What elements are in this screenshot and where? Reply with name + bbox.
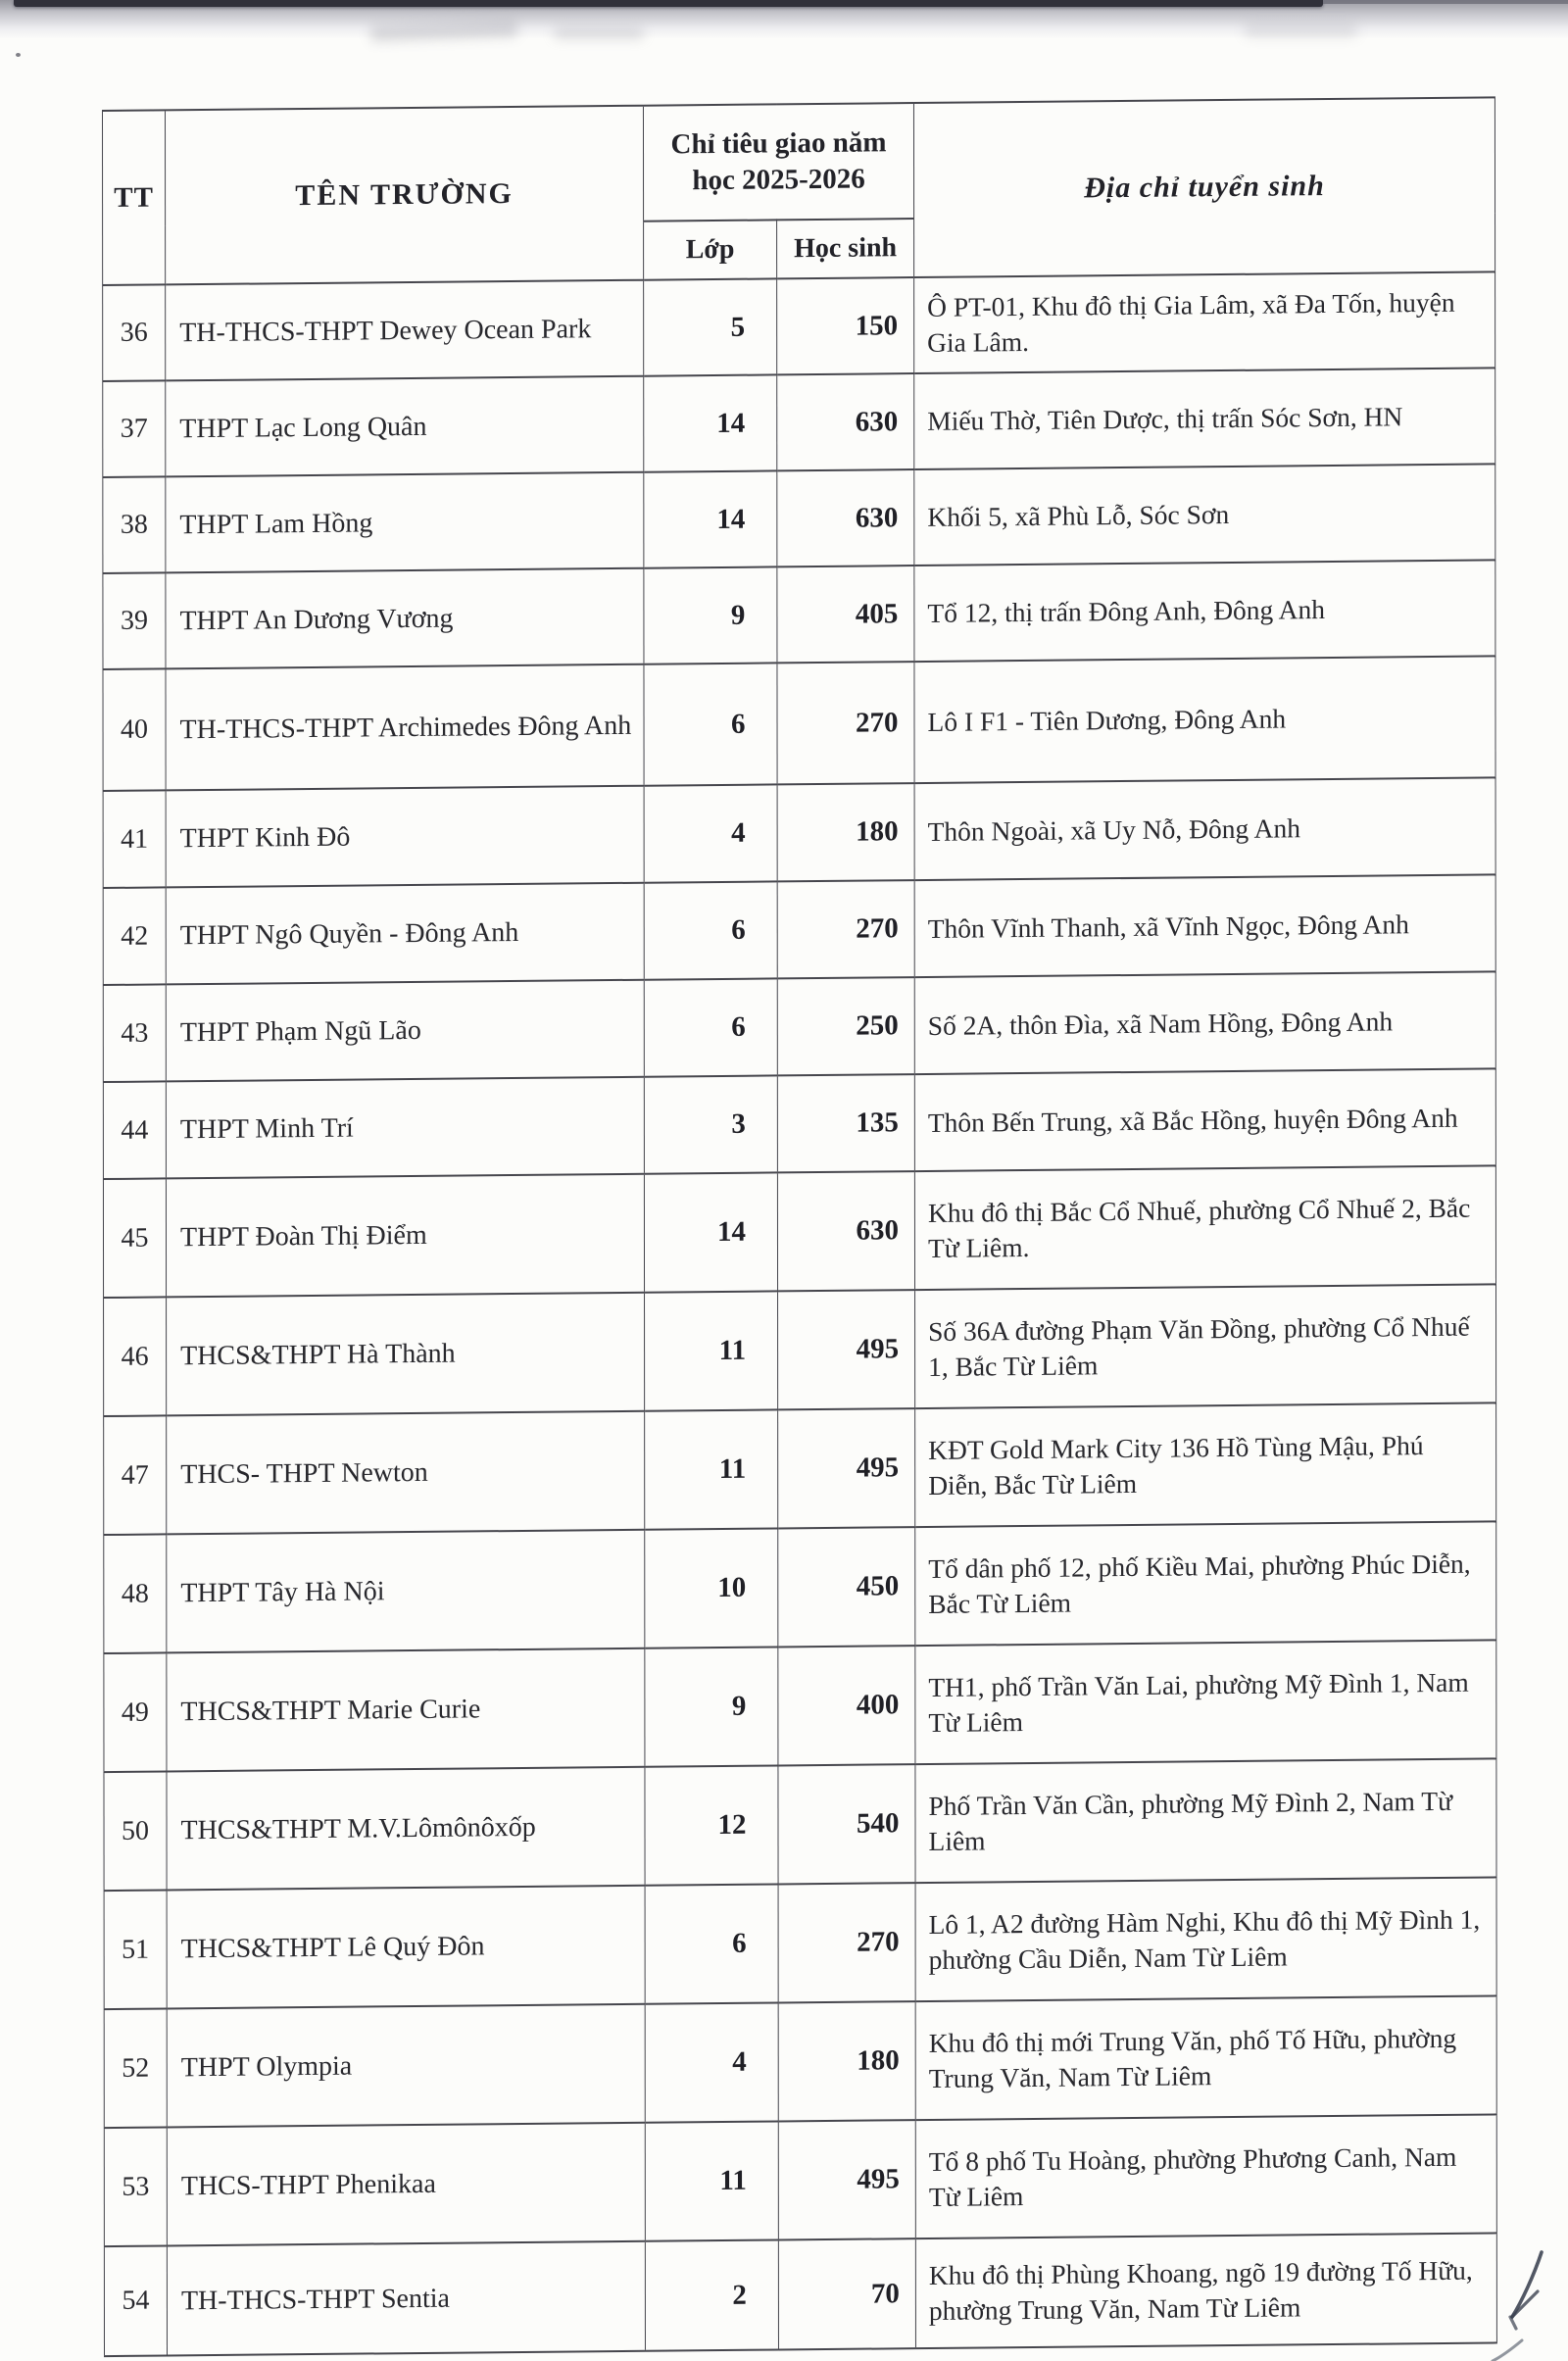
student-count-cell: 270 bbox=[777, 662, 914, 784]
col-header-lop: Lớp bbox=[644, 220, 777, 279]
address-cell: Số 36A đường Phạm Văn Đồng, phường Cổ Nhuế 1, Bắc Từ Liêm bbox=[915, 1284, 1496, 1408]
student-count-cell: 630 bbox=[777, 373, 914, 470]
address-cell: Số 2A, thôn Đìa, xã Nam Hồng, Đông Anh bbox=[914, 971, 1495, 1074]
table-row bbox=[103, 656, 1495, 791]
table-row bbox=[104, 1758, 1496, 1891]
row-number-cell: 49 bbox=[104, 1652, 167, 1772]
class-count-cell: 14 bbox=[644, 1172, 777, 1292]
school-name-cell: THPT Đoàn Thị Điểm bbox=[166, 1174, 644, 1298]
scan-speck bbox=[16, 53, 21, 57]
school-name-cell: THPT Lạc Long Quân bbox=[166, 376, 644, 477]
class-count-cell: 10 bbox=[645, 1528, 778, 1648]
school-name-cell: THPT Lam Hồng bbox=[166, 472, 644, 573]
address-cell: Ô PT-01, Khu đô thị Gia Lâm, xã Đa Tốn, huyện Gia Lâm. bbox=[914, 271, 1495, 373]
row-number-cell: 43 bbox=[103, 984, 166, 1082]
bleedthrough-smudge bbox=[554, 27, 644, 39]
address-cell: Lô I F1 - Tiên Dương, Đông Anh bbox=[914, 656, 1495, 783]
col-header-hocsinh: Học sinh bbox=[777, 219, 914, 278]
class-count-cell: 11 bbox=[645, 1291, 778, 1410]
col-header-school: TÊN TRƯỜNG bbox=[165, 106, 643, 285]
row-number-cell: 36 bbox=[103, 284, 166, 381]
address-cell: Khu đô thị mới Trung Văn, phố Tố Hữu, phường Trung Văn, Nam Từ Liêm bbox=[915, 1995, 1496, 2120]
school-name-cell: THPT Ngô Quyền - Đông Anh bbox=[166, 883, 644, 985]
school-name-cell: TH-THCS-THPT Sentia bbox=[167, 2241, 645, 2356]
class-count-cell: 14 bbox=[644, 374, 777, 471]
quota-header-line2: học 2025-2026 bbox=[692, 163, 865, 197]
school-name-cell: THCS&THPT Lê Quý Đôn bbox=[167, 1886, 645, 2009]
school-name-cell: THCS&THPT Hà Thành bbox=[167, 1293, 645, 1416]
table-row bbox=[104, 1402, 1496, 1535]
student-count-cell: 495 bbox=[778, 2120, 915, 2239]
student-count-cell: 270 bbox=[777, 880, 914, 978]
bleedthrough-smudge bbox=[1245, 24, 1357, 37]
row-number-cell: 41 bbox=[103, 790, 166, 888]
address-cell: Miếu Thờ, Tiên Dược, thị trấn Sóc Sơn, HN bbox=[914, 368, 1495, 469]
student-count-cell: 630 bbox=[777, 1171, 914, 1291]
school-name-cell: THCS&THPT M.V.Lômônôxốp bbox=[167, 1767, 645, 1891]
student-count-cell: 180 bbox=[778, 2001, 915, 2121]
address-cell: Khối 5, xã Phù Lỗ, Sóc Sơn bbox=[914, 464, 1495, 566]
quota-header-line1: Chỉ tiêu giao năm bbox=[670, 126, 887, 161]
table-row bbox=[103, 271, 1495, 381]
class-count-cell: 5 bbox=[644, 278, 777, 375]
table-row bbox=[104, 1284, 1496, 1416]
row-number-cell: 48 bbox=[104, 1534, 167, 1653]
table-row bbox=[103, 777, 1495, 888]
row-number-cell: 44 bbox=[103, 1081, 166, 1179]
table-scan-wrapper bbox=[102, 96, 1496, 2357]
class-count-cell: 4 bbox=[645, 2002, 778, 2122]
scan-edge-bar-right bbox=[1323, 0, 1568, 4]
address-cell: KĐT Gold Mark City 136 Hồ Tùng Mậu, Phú Diễn, Bắc Từ Liêm bbox=[915, 1402, 1496, 1527]
class-count-cell: 9 bbox=[644, 566, 777, 664]
row-number-cell: 45 bbox=[103, 1178, 166, 1298]
table-row bbox=[103, 1068, 1495, 1179]
class-count-cell: 6 bbox=[645, 1884, 778, 2003]
table-row bbox=[103, 560, 1495, 669]
admission-quota-table bbox=[102, 96, 1497, 2357]
class-count-cell: 11 bbox=[645, 1409, 778, 1529]
student-count-cell: 270 bbox=[778, 1883, 915, 2002]
row-number-cell: 54 bbox=[104, 2245, 167, 2356]
student-count-cell: 150 bbox=[777, 277, 914, 374]
address-cell: Thôn Vĩnh Thanh, xã Vĩnh Ngọc, Đông Anh bbox=[914, 874, 1495, 977]
address-cell: Phố Trần Văn Cần, phường Mỹ Đình 2, Nam Từ Liêm bbox=[915, 1758, 1496, 1883]
row-number-cell: 50 bbox=[104, 1771, 167, 1891]
school-name-cell: THPT An Dương Vương bbox=[166, 568, 644, 669]
address-cell: Khu đô thị Bắc Cổ Nhuế, phường Cổ Nhuế 2, Bắc Từ Liêm. bbox=[914, 1165, 1495, 1290]
school-name-cell: TH-THCS-THPT Archimedes Đông Anh bbox=[166, 664, 644, 791]
address-cell: Tổ dân phố 12, phố Kiều Mai, phường Phúc Diễn, Bắc Từ Liêm bbox=[915, 1521, 1496, 1646]
table-row bbox=[104, 2233, 1496, 2356]
table-row bbox=[103, 1165, 1495, 1298]
table-row bbox=[104, 2114, 1496, 2246]
student-count-cell: 495 bbox=[778, 1408, 915, 1528]
address-cell: TH1, phố Trần Văn Lai, phường Mỹ Đình 1, Nam Từ Liêm bbox=[915, 1640, 1496, 1764]
school-name-cell: TH-THCS-THPT Dewey Ocean Park bbox=[166, 280, 644, 381]
class-count-cell: 6 bbox=[644, 663, 777, 785]
scan-edge-bar bbox=[14, 0, 1323, 7]
class-count-cell: 9 bbox=[645, 1647, 778, 1766]
table-row bbox=[104, 1640, 1496, 1772]
student-count-cell: 540 bbox=[778, 1764, 915, 1884]
row-number-cell: 51 bbox=[104, 1890, 167, 2009]
class-count-cell: 2 bbox=[645, 2239, 778, 2350]
address-cell: Thôn Bến Trung, xã Bắc Hồng, huyện Đông Anh bbox=[914, 1068, 1495, 1171]
table-row bbox=[104, 1877, 1496, 2009]
table-header bbox=[103, 97, 1495, 285]
table-row bbox=[103, 368, 1495, 477]
row-number-cell: 42 bbox=[103, 887, 166, 985]
row-number-cell: 38 bbox=[103, 476, 166, 573]
student-count-cell: 180 bbox=[777, 783, 914, 881]
address-cell: Tổ 8 phố Tu Hoàng, phường Phương Canh, Nam Từ Liêm bbox=[915, 2114, 1496, 2238]
row-number-cell: 47 bbox=[104, 1415, 167, 1535]
student-count-cell: 135 bbox=[777, 1074, 914, 1172]
class-count-cell: 6 bbox=[644, 978, 777, 1076]
class-count-cell: 14 bbox=[644, 470, 777, 567]
row-number-cell: 40 bbox=[103, 668, 166, 791]
row-number-cell: 39 bbox=[103, 572, 166, 669]
student-count-cell: 250 bbox=[777, 977, 914, 1075]
student-count-cell: 450 bbox=[778, 1527, 915, 1647]
row-number-cell: 37 bbox=[103, 380, 166, 477]
class-count-cell: 11 bbox=[645, 2121, 778, 2240]
address-cell: Lô 1, A2 đường Hàm Nghi, Khu đô thị Mỹ Đình 1, phường Cầu Diễn, Nam Từ Liêm bbox=[915, 1877, 1496, 2001]
address-cell: Khu đô thị Phùng Khoang, ngõ 19 đường Tố Hữu, phường Trung Văn, Nam Từ Liêm bbox=[915, 2233, 1496, 2348]
col-header-address: Địa chỉ tuyển sinh bbox=[913, 97, 1494, 277]
student-count-cell: 495 bbox=[778, 1290, 915, 1409]
class-count-cell: 4 bbox=[644, 784, 777, 882]
table-row bbox=[103, 874, 1495, 985]
school-name-cell: THPT Phạm Ngũ Lão bbox=[166, 980, 644, 1082]
row-number-cell: 53 bbox=[104, 2127, 167, 2246]
table-body bbox=[103, 271, 1497, 2356]
school-name-cell: THCS- THPT Newton bbox=[167, 1411, 645, 1535]
table-row bbox=[103, 464, 1495, 573]
school-name-cell: THCS-THPT Phenikaa bbox=[167, 2123, 645, 2246]
address-cell: Thôn Ngoài, xã Uy Nỗ, Đông Anh bbox=[914, 777, 1495, 880]
school-name-cell: THPT Tây Hà Nội bbox=[167, 1530, 645, 1653]
row-number-cell: 52 bbox=[104, 2008, 167, 2128]
student-count-cell: 400 bbox=[778, 1646, 915, 1765]
row-number-cell: 46 bbox=[104, 1297, 167, 1416]
class-count-cell: 3 bbox=[644, 1075, 777, 1173]
col-header-tt: TT bbox=[103, 110, 166, 285]
class-count-cell: 12 bbox=[645, 1765, 778, 1885]
student-count-cell: 630 bbox=[777, 469, 914, 566]
class-count-cell: 6 bbox=[644, 881, 777, 979]
school-name-cell: THCS&THPT Marie Curie bbox=[167, 1648, 645, 1772]
school-name-cell: THPT Olympia bbox=[167, 2004, 645, 2128]
student-count-cell: 405 bbox=[777, 566, 914, 663]
table-row bbox=[104, 1995, 1496, 2128]
school-name-cell: THPT Minh Trí bbox=[166, 1077, 644, 1179]
school-name-cell: THPT Kinh Đô bbox=[166, 786, 644, 888]
table-row bbox=[104, 1521, 1496, 1653]
address-cell: Tổ 12, thị trấn Đông Anh, Đông Anh bbox=[914, 560, 1495, 662]
student-count-cell: 70 bbox=[778, 2238, 915, 2349]
col-header-quota-group bbox=[643, 103, 913, 221]
table-row bbox=[103, 971, 1495, 1082]
